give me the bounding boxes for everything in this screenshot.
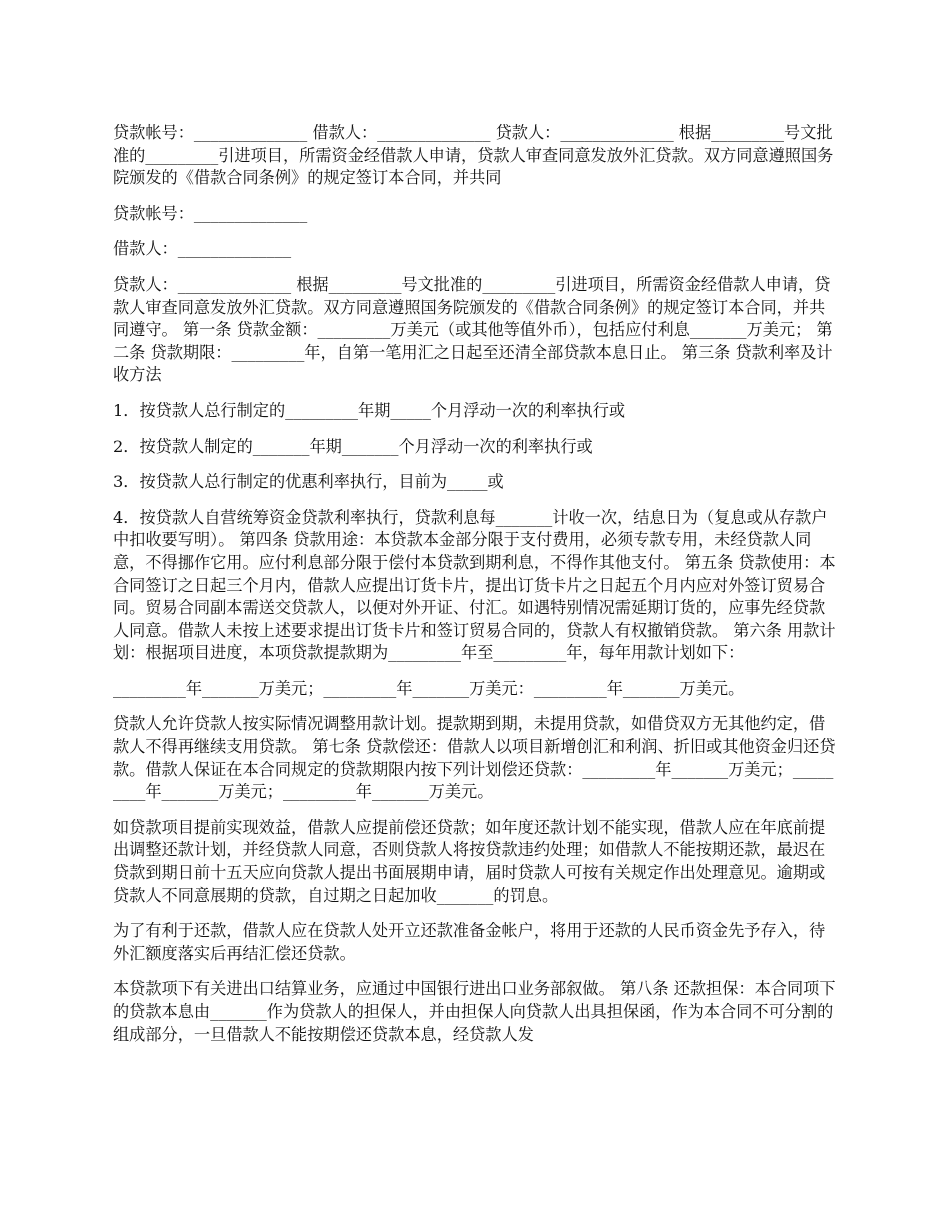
- paragraph-loan-account: 贷款帐号：______________: [113, 203, 308, 223]
- paragraph-lender-and-terms: 贷款人：______________ 根据_________号文批准的_________引进项目，所需资金经借款人申请，贷款人审查同意发放外汇贷款。双方同意遵照国务院颁发的《借款合同条例》的规定签订本合同，并共同遵守。 第一条 贷款金额：_________万美元（或其他等值外币），包括应付利息_______万美元； 第二条 贷款期限：_________年，自第一笔用汇之日起至还清全部贷款本息日止。 第三条 贷款利率及计收方法: [113, 274, 833, 385]
- paragraph-borrower: 借款人：______________: [113, 239, 292, 259]
- paragraph-rate-option-4: 4．按贷款人自营统筹资金贷款利率执行，贷款利息每_______计收一次，结息日为（复息或从存款户中扣收要写明）。 第四条 贷款用途：本贷款本金部分限于支付费用，必须专款专用，未经贷款人同意，不得挪作它用。应付利息部分限于偿付本贷款到期利息，不得作其他支付。 第五条 贷款使用：本合同签订之日起三个月内，借款人应提出订货卡片，提出订货卡片之日起五个月内应对外签订贸易合同。贸易合同副本需送交贷款人，以便对外开证、付汇。如遇特别情况需延期订货的，应事先经贷款人同意。借款人未按上述要求提出订货卡片和签订贸易合同的，贷款人有权撤销贷款。 第六条 用款计划：根据项目进度，本项贷款提款期为_________年至_________年，每年用款计划如下：: [113, 507, 836, 663]
- document-page: [113, 122, 837, 1059]
- paragraph-reserve-account: 为了有利于还款，借款人应在贷款人处开立还款准备金帐户，将用于还款的人民币资金先予存入，待外汇额度落实后再结汇偿还贷款。: [113, 921, 826, 963]
- paragraph-guarantee: 本贷款项下有关进出口结算业务，应通过中国银行进出口业务部叙做。 第八条 还款担保：本合同项下的贷款本息由_______作为贷款人的担保人，并由担保人向贷款人出具担保函，作为本合同不可分割的组成部分，一旦借款人不能按期偿还贷款本息，经贷款人发: [113, 979, 836, 1044]
- paragraph-rate-option-2: 2．按贷款人制定的_______年期_______个月浮动一次的利率执行或: [113, 436, 593, 456]
- paragraph-drawdown-plan: _________年_______万美元；_________年_______万美元：_________年_______万美元。: [113, 678, 745, 698]
- paragraph-rate-option-3: 3．按贷款人总行制定的优惠利率执行，目前为_____或: [113, 472, 504, 492]
- paragraph-header: 贷款帐号：______________ 借款人：______________ 贷款人：______________ 根据_________号文批准的_________引进项目，所需资金经借款人申请，贷款人审查同意发放外汇贷款。双方同意遵照国务院颁发的《借款合同条例》的规定签订本合同，并共同: [113, 123, 834, 188]
- paragraph-repayment: 贷款人允许贷款人按实际情况调整用款计划。提款期到期，未提用贷款，如借贷双方无其他约定，借款人不得再继续支用贷款。 第七条 贷款偿还：借款人以项目新增创汇和利润、折旧或其他资金归还贷款。借款人保证在本合同规定的贷款期限内按下列计划偿还贷款：_________年_______万美元；_________年_______万美元；_________年_______万美元。: [113, 714, 836, 802]
- paragraph-early-repayment: 如贷款项目提前实现效益，借款人应提前偿还贷款；如年度还款计划不能实现，借款人应在年底前提出调整还款计划，并经贷款人同意，否则贷款人将按贷款违约处理；如借款人不能按期还款，最迟在贷款到期日前十五天应向贷款人提出书面展期申请，届时贷款人可按有关规定作出处理意见。逾期或贷款人不同意展期的贷款，自过期之日起加收_______的罚息。: [113, 817, 826, 905]
- paragraph-rate-option-1: 1．按贷款人总行制定的_________年期_____个月浮动一次的利率执行或: [113, 400, 626, 420]
